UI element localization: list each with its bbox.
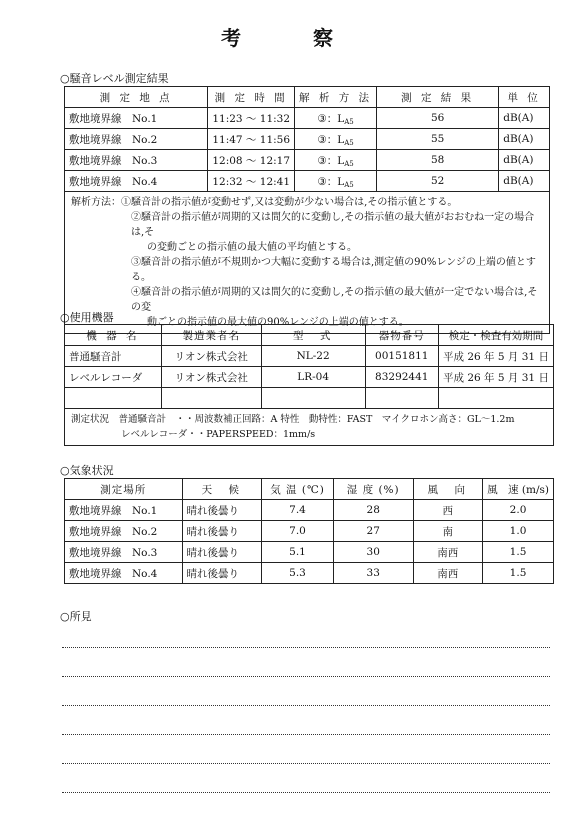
method-text: ③：L <box>317 175 345 188</box>
header-cell: 天 候 <box>182 479 262 500</box>
table-header-row <box>65 325 554 346</box>
serial-cell: 00151811 <box>365 346 439 367</box>
time-cell: 12:08 ～ 12:17 <box>208 150 295 171</box>
humidity-cell: 30 <box>333 542 413 563</box>
weather-cell: 晴れ後曇り <box>182 542 262 563</box>
wind-direction-cell: 南西 <box>413 563 483 584</box>
wind-speed-cell: 1.0 <box>483 521 554 542</box>
weather-table <box>64 478 554 584</box>
equipment-table <box>64 324 554 446</box>
analysis-notes <box>65 192 550 334</box>
method-text: ③：L <box>317 112 345 125</box>
table-row-empty <box>65 388 554 409</box>
equipment-section-heading: ○使用機器 <box>60 311 114 324</box>
table-row <box>65 521 554 542</box>
unit-cell: dB(A) <box>499 150 550 171</box>
method-text: ③：L <box>317 133 345 146</box>
findings-section-heading: ○所見 <box>60 610 92 623</box>
header-cell: 解 析 方 法 <box>295 87 377 108</box>
time-cell: 12:32 ～ 12:41 <box>208 171 295 192</box>
header-cell: 単 位 <box>499 87 550 108</box>
header-cell: 測 定 時 間 <box>208 87 295 108</box>
weather-section-heading: ○気象状況 <box>60 464 114 477</box>
location-cell: 敷地境界線 No.2 <box>65 129 208 150</box>
condition-line: 測定状況 普通騒音計 ・・周波数補正回路：A 特性 動特性：FAST マイクロホン高さ：GL～1.2m <box>71 414 515 425</box>
condition-line: レベルレコーダ・・PAPERSPEED：1mm/s <box>121 429 316 440</box>
table-row <box>65 500 554 521</box>
wind-speed-cell: 2.0 <box>483 500 554 521</box>
unit-cell: dB(A) <box>499 108 550 129</box>
humidity-cell: 27 <box>333 521 413 542</box>
table-row <box>65 542 554 563</box>
equipment-name-cell: レベルレコーダ <box>65 367 162 388</box>
header-cell: 風 速 (m/s) <box>483 479 554 500</box>
header-cell: 風 向 <box>413 479 483 500</box>
weather-cell: 晴れ後曇り <box>182 521 262 542</box>
equipment-name-cell: 普通騒音計 <box>65 346 162 367</box>
header-cell: 測定場所 <box>65 479 183 500</box>
location-cell: 敷地境界線 No.1 <box>65 500 183 521</box>
wind-direction-cell: 南西 <box>413 542 483 563</box>
table-row <box>65 108 550 129</box>
wind-direction-cell: 西 <box>413 500 483 521</box>
method-subscript: A5 <box>344 117 354 126</box>
location-cell: 敷地境界線 No.1 <box>65 108 208 129</box>
location-cell: 敷地境界線 No.4 <box>65 171 208 192</box>
noise-section-heading: ○騒音レベル測定結果 <box>60 72 169 85</box>
result-cell: 55 <box>377 129 499 150</box>
result-cell: 56 <box>377 108 499 129</box>
wind-speed-cell: 1.5 <box>483 542 554 563</box>
validity-cell: 平成 26 年 5 月 31 日 <box>439 367 554 388</box>
table-row <box>65 171 550 192</box>
empty-cell <box>261 388 365 409</box>
note-line: 解析方法：①騒音計の指示値が変動せず,又は変動が少ない場合は,その指示値とする。 <box>71 197 458 208</box>
time-cell: 11:23 ～ 11:32 <box>208 108 295 129</box>
header-cell: 機 器 名 <box>65 325 162 346</box>
header-cell: 気 温 (℃) <box>262 479 334 500</box>
humidity-cell: 28 <box>333 500 413 521</box>
result-cell: 58 <box>377 150 499 171</box>
note-line: ④騒音計の指示値が周期的又は間欠的に変動し,その指示値の最大値が一定でない場合は,その変 <box>131 287 538 313</box>
findings-writing-line <box>62 676 550 677</box>
location-cell: 敷地境界線 No.4 <box>65 563 183 584</box>
location-cell: 敷地境界線 No.3 <box>65 542 183 563</box>
note-line: ②騒音計の指示値が周期的又は間欠的に変動し,その指示値の最大値がおおむね一定の場合は,そ <box>131 212 535 238</box>
conditions-row <box>65 409 554 446</box>
temperature-cell: 5.1 <box>262 542 334 563</box>
weather-cell: 晴れ後曇り <box>182 500 262 521</box>
method-cell <box>295 129 377 150</box>
method-subscript: A5 <box>344 180 354 189</box>
header-cell: 測 定 結 果 <box>377 87 499 108</box>
table-row <box>65 150 550 171</box>
table-row <box>65 367 554 388</box>
note-line: 動ごとの指示値の最大値の90%レンジの上端の値とする。 <box>147 317 409 328</box>
noise-table <box>64 86 550 334</box>
temperature-cell: 7.0 <box>262 521 334 542</box>
findings-writing-line <box>62 792 550 793</box>
temperature-cell: 7.4 <box>262 500 334 521</box>
wind-direction-cell: 南 <box>413 521 483 542</box>
header-cell: 型 式 <box>261 325 365 346</box>
header-cell: 製造業者名 <box>161 325 261 346</box>
table-row <box>65 346 554 367</box>
manufacturer-cell: リオン株式会社 <box>161 346 261 367</box>
empty-cell <box>439 388 554 409</box>
empty-cell <box>65 388 162 409</box>
humidity-cell: 33 <box>333 563 413 584</box>
header-cell: 測 定 地 点 <box>65 87 208 108</box>
findings-writing-line <box>62 763 550 764</box>
model-cell: NL-22 <box>261 346 365 367</box>
page-title: 考 察 <box>221 26 359 50</box>
table-row <box>65 563 554 584</box>
method-subscript: A5 <box>344 138 354 147</box>
method-cell <box>295 171 377 192</box>
result-cell: 52 <box>377 171 499 192</box>
empty-cell <box>161 388 261 409</box>
location-cell: 敷地境界線 No.3 <box>65 150 208 171</box>
note-line: の変動ごとの指示値の最大値の平均値とする。 <box>147 242 357 253</box>
method-text: ③：L <box>317 154 345 167</box>
weather-cell: 晴れ後曇り <box>182 563 262 584</box>
time-cell: 11:47 ～ 11:56 <box>208 129 295 150</box>
unit-cell: dB(A) <box>499 171 550 192</box>
method-subscript: A5 <box>344 159 354 168</box>
validity-cell: 平成 26 年 5 月 31 日 <box>439 346 554 367</box>
note-line: ③騒音計の指示値が不規則かつ大幅に変動する場合は,測定値の90%レンジの上端の値とする。 <box>131 257 536 283</box>
header-cell: 湿 度 (%) <box>333 479 413 500</box>
findings-writing-line <box>62 705 550 706</box>
header-cell: 器物番号 <box>365 325 439 346</box>
table-header-row <box>65 87 550 108</box>
method-cell <box>295 108 377 129</box>
wind-speed-cell: 1.5 <box>483 563 554 584</box>
empty-cell <box>365 388 439 409</box>
model-cell: LR-04 <box>261 367 365 388</box>
findings-writing-line <box>62 734 550 735</box>
measurement-conditions <box>65 409 554 446</box>
method-cell <box>295 150 377 171</box>
manufacturer-cell: リオン株式会社 <box>161 367 261 388</box>
unit-cell: dB(A) <box>499 129 550 150</box>
notes-row <box>65 192 550 334</box>
header-cell: 検定・検査有効期間 <box>439 325 554 346</box>
temperature-cell: 5.3 <box>262 563 334 584</box>
table-row <box>65 129 550 150</box>
findings-writing-line <box>62 647 550 648</box>
location-cell: 敷地境界線 No.2 <box>65 521 183 542</box>
table-header-row <box>65 479 554 500</box>
serial-cell: 83292441 <box>365 367 439 388</box>
